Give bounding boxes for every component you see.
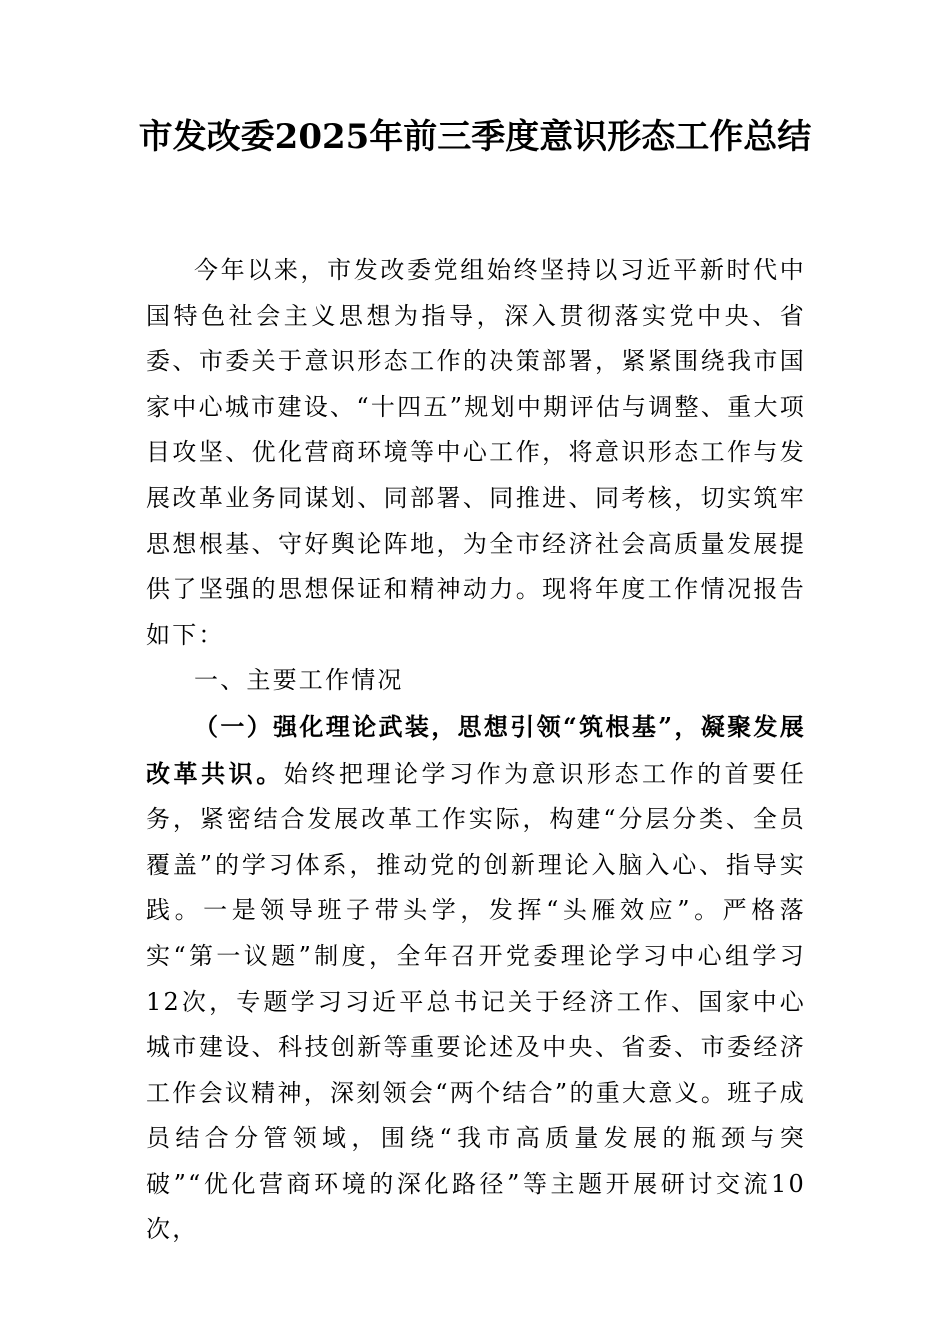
subsection-body: 始终把理论学习作为意识形态工作的首要任务，紧密结合发展改革工作实际，构建“分层分类、全员覆盖”的学习体系，推动党的创新理论入脑入心、指导实践。一是领导班子带头学，发挥“头雁效应”。严格落实“第一议题”制度，全年召开党委理论学习中心组学习12次，专题学习习近平总书记关于经济工作、国家中心城市建设、科技创新等重要论述及中央、省委、市委经济工作会议精神，深刻领会“两个结合”的重大意义。班子成员结合分管领域，围绕“我市高质量发展的瓶颈与突破”“优化营商环境的深化路径”等主题开展研讨交流10次，: [146, 759, 806, 1244]
section-heading: 一、主要工作情况: [194, 666, 404, 695]
intro-paragraph: 今年以来，市发改委党组始终坚持以习近平新时代中国特色社会主义思想为指导，深入贯彻落实党中央、省委、市委关于意识形态工作的决策部署，紧紧围绕我市国家中心城市建设、“十四五”规划中期评估与调整、重大项目攻坚、优化营商环境等中心工作，将意识形态工作与发展改革业务同谋划、同部署、同推进、同考核，切实筑牢思想根基、守好舆论阵地，为全市经济社会高质量发展提供了坚强的思想保证和精神动力。现将年度工作情况报告如下：: [146, 256, 806, 649]
subsection-paragraph: [146, 704, 806, 1253]
document-title: 市发改委2025年前三季度意识形态工作总结: [138, 117, 812, 157]
document-body: [146, 248, 806, 1253]
subsection-heading: （一）强化理论武装，思想引领“筑根基”，凝聚发展改革共识。: [146, 711, 806, 788]
